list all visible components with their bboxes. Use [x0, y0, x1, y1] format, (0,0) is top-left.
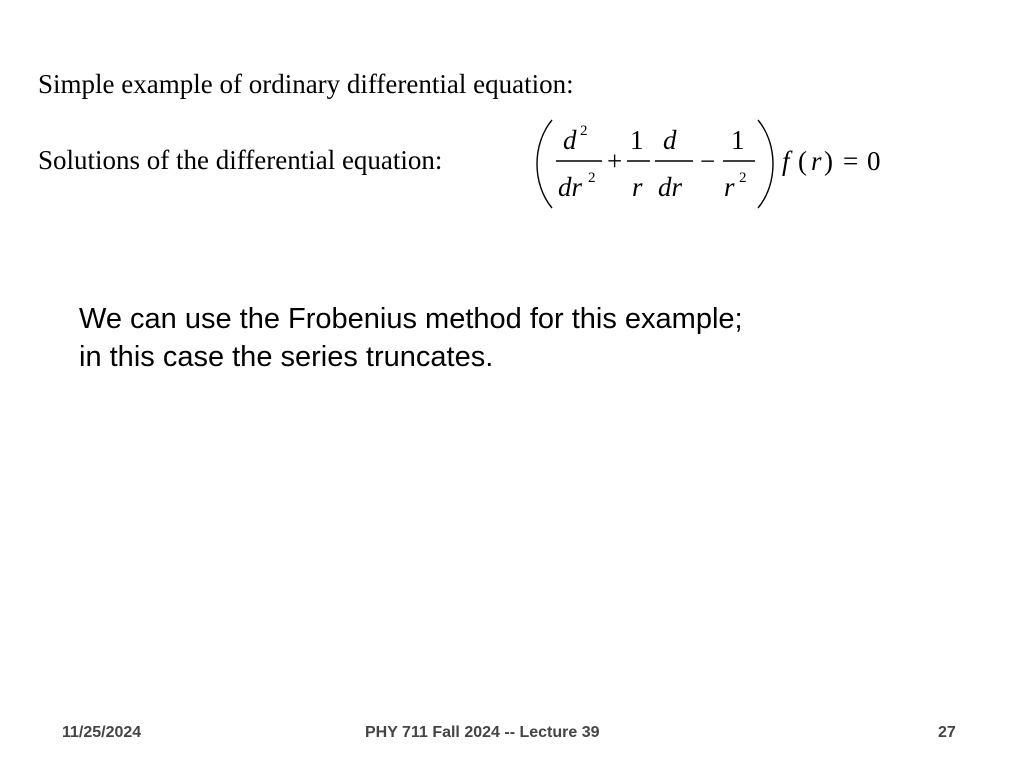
eq-f: f: [782, 146, 790, 176]
body-line: We can use the Frobenius method for this example;: [79, 303, 743, 335]
body-line: in this case the series truncates.: [79, 341, 494, 373]
eq-exp-2: 2: [580, 123, 588, 139]
eq-one: 1: [630, 125, 644, 155]
body-text: [79, 300, 743, 376]
eq-dr: dr: [558, 172, 583, 202]
eq-left-big-paren: [537, 120, 552, 208]
eq-right-big-paren: [758, 120, 773, 208]
eq-exp-2: 2: [739, 170, 747, 186]
eq-one: 1: [731, 125, 745, 155]
eq-r: r: [724, 172, 735, 202]
eq-minus: −: [700, 146, 716, 176]
footer-page-number: 27: [938, 724, 956, 741]
eq-rparen: ): [824, 146, 833, 176]
eq-lparen: (: [798, 146, 807, 176]
eq-r: r: [811, 146, 822, 176]
eq-dr: dr: [658, 172, 683, 202]
eq-equals: =: [843, 146, 859, 176]
differential-equation: [530, 116, 900, 212]
eq-r: r: [632, 172, 643, 202]
eq-d: d: [563, 125, 577, 155]
footer-date: 11/25/2024: [62, 724, 142, 741]
eq-plus: +: [607, 146, 623, 176]
eq-d: d: [663, 125, 677, 155]
heading-simple-example: Simple example of ordinary differential equation:: [38, 69, 574, 99]
eq-zero: 0: [867, 146, 881, 176]
heading-solutions: Solutions of the differential equation:: [38, 145, 443, 175]
eq-exp-2: 2: [588, 170, 596, 186]
footer-title: PHY 711 Fall 2024 -- Lecture 39: [365, 724, 600, 741]
